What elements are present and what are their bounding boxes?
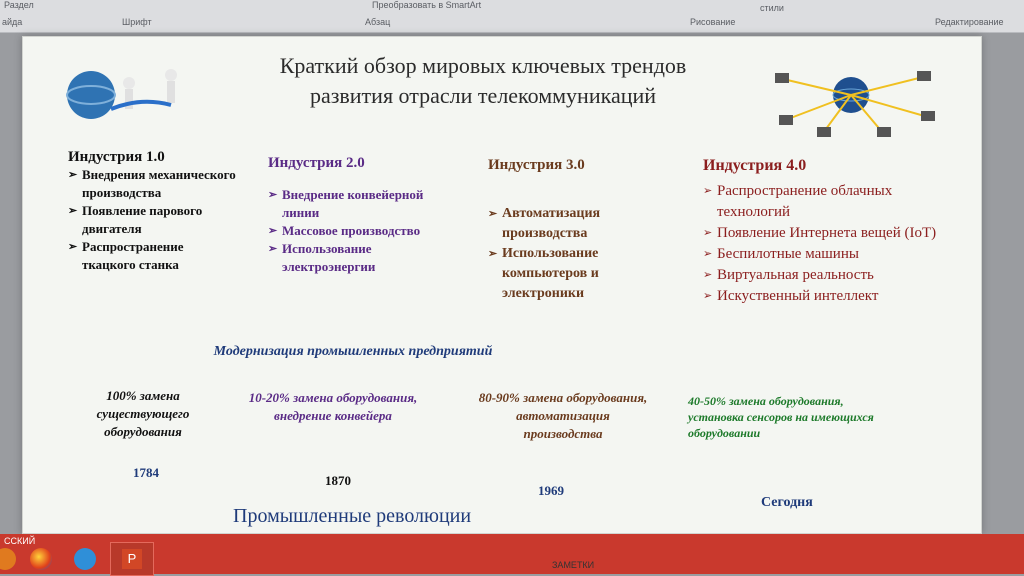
taskbar (0, 534, 1024, 574)
network-globe-image (763, 59, 943, 139)
replacement-2: 10-20% замена оборудования, внедрение конвейера (248, 390, 418, 423)
smartart-button[interactable]: Преобразовать в SmartArt (372, 0, 482, 10)
industry-3-column (488, 157, 663, 304)
list-item: ➢ Использование электроэнергии (268, 240, 438, 276)
list-item: ➢ Внедрение конвейерной линии (268, 186, 438, 222)
replacement-3: 80-90% замена оборудования, автоматизация производства (478, 390, 648, 441)
list-item: ➢ Распространение облачных технологий (703, 181, 953, 223)
firefox-icon[interactable] (30, 548, 52, 570)
industry-2-heading: Индустрия 2.0 (268, 155, 365, 171)
list-item: ➢ Беспилотные машины (703, 244, 953, 265)
ribbon-group-font: Шрифт (122, 17, 152, 27)
styles-button[interactable]: стили (760, 3, 784, 13)
industry-4-heading: Индустрия 4.0 (703, 157, 807, 174)
internet-explorer-icon[interactable] (74, 548, 96, 570)
list-item: ➢ Использование компьютеров и электроники (488, 244, 663, 304)
ribbon-group-drawing: Рисование (690, 17, 736, 27)
language-indicator[interactable]: ССКИЙ (4, 536, 36, 546)
industry-4-column (703, 157, 953, 307)
slide[interactable] (22, 36, 982, 534)
year-today: Сегодня (761, 495, 813, 510)
industry-1-heading: Индустрия 1.0 (68, 149, 165, 165)
year-1969: 1969 (538, 483, 564, 498)
app-icon[interactable] (0, 548, 16, 570)
industry-1-column (68, 149, 238, 274)
year-1870: 1870 (325, 473, 351, 488)
list-item: ➢ Распространение ткацкого станка (68, 238, 238, 274)
list-item: ➢ Появление Интернета вещей (IoT) (703, 223, 953, 244)
modernization-label: Модернизация промышленных предприятий (213, 344, 493, 359)
slide-title: Краткий обзор мировых ключевых трендов развития отрасли телекоммуникаций (279, 53, 687, 108)
powerpoint-taskbar-button[interactable] (110, 542, 154, 576)
ribbon (0, 0, 1024, 33)
list-item: ➢ Виртуальная реальность (703, 265, 953, 286)
slide-footer: Промышленные революции (233, 505, 472, 527)
people-globe-image (51, 57, 211, 127)
replacement-4: 40-50% замена оборудования, установка сенсоров на имеющихся оборудовании (688, 394, 874, 440)
list-item: ➢ Внедрения механического производства (68, 166, 238, 202)
year-1784: 1784 (133, 465, 159, 480)
ribbon-group-paragraph: Абзац (365, 17, 391, 27)
list-item: ➢ Массовое производство (268, 222, 438, 240)
list-item: ➢ Автоматизация производства (488, 204, 663, 244)
list-item: ➢ Появление парового двигателя (68, 202, 238, 238)
replacement-1: 100% замена существующего оборудования (96, 388, 190, 439)
powerpoint-icon: P (122, 549, 142, 569)
notes-button[interactable]: ЗАМЕТКИ (552, 560, 595, 570)
ribbon-group-editing: Редактирование (935, 17, 1004, 27)
list-item: ➢ Искуственный интеллект (703, 286, 953, 307)
section-menu[interactable]: Раздел (4, 0, 34, 10)
ribbon-group-layout: айда (2, 17, 23, 27)
industry-3-heading: Индустрия 3.0 (488, 157, 585, 173)
industry-2-column (268, 155, 438, 276)
